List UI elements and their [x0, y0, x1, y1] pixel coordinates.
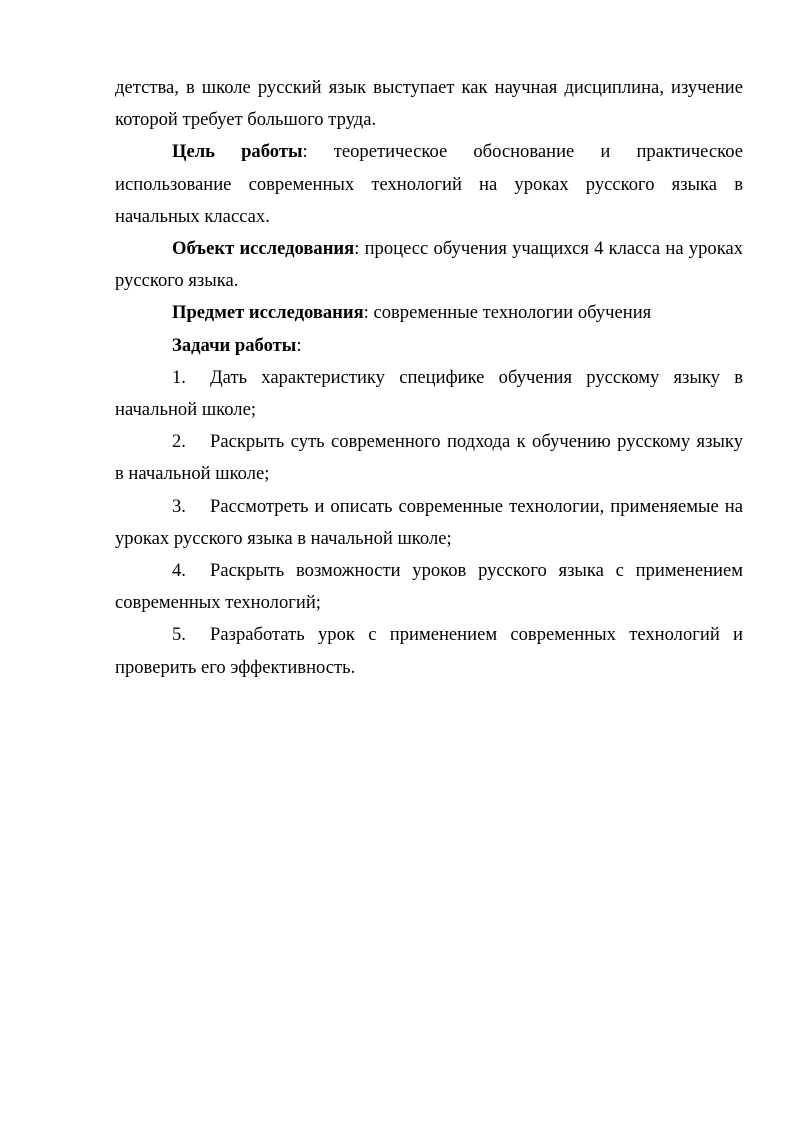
tasks-colon: :: [296, 334, 302, 356]
list-item-text: Дать характеристику специфике обучения русскому языку в начальной школе;: [115, 366, 743, 421]
list-item-number: 3.: [172, 495, 186, 517]
list-item: [115, 491, 743, 555]
intro-paragraph: детства, в школе русский язык выступает как научная дисциплина, изучение которой требует большого труда.: [115, 77, 743, 131]
object-paragraph: [115, 233, 743, 297]
list-item-text: Раскрыть суть современного подхода к обучению русскому языку в начальной школе;: [115, 431, 743, 485]
list-item: [115, 426, 743, 490]
object-label: Объект исследования: [172, 238, 355, 260]
subject-label: Предмет исследования: [172, 302, 364, 324]
goal-text: : теоретическое обоснование и практическое использование современных технологий на уроках русского языка в начальных классах.: [115, 141, 743, 227]
list-item: [115, 362, 743, 426]
object-text: : процесс обучения учащихся 4 класса на уроках русского языка.: [115, 238, 743, 292]
list-item-number: 1.: [172, 366, 186, 388]
list-item-number: 5.: [172, 624, 186, 646]
list-item-text: Раскрыть возможности уроков русского языка с применением современных технологий;: [115, 560, 743, 614]
list-item: [115, 555, 743, 619]
document-body: [115, 72, 743, 684]
subject-text: : современные технологии обучения: [363, 302, 652, 324]
subject-paragraph: [115, 297, 743, 329]
goal-paragraph: [115, 136, 743, 233]
list-item-text: Рассмотреть и описать современные технологии, применяемые на уроках русского языка в начальной школе;: [115, 495, 743, 549]
goal-label: Цель работы: [172, 141, 303, 163]
list-item-number: 4.: [172, 560, 186, 582]
list-item-number: 2.: [172, 431, 186, 453]
list-item: [115, 619, 743, 683]
tasks-label: Задачи работы: [172, 334, 297, 356]
tasks-heading: [115, 330, 743, 362]
list-item-text: Разработать урок с применением современных технологий и проверить его эффективность.: [115, 624, 743, 678]
